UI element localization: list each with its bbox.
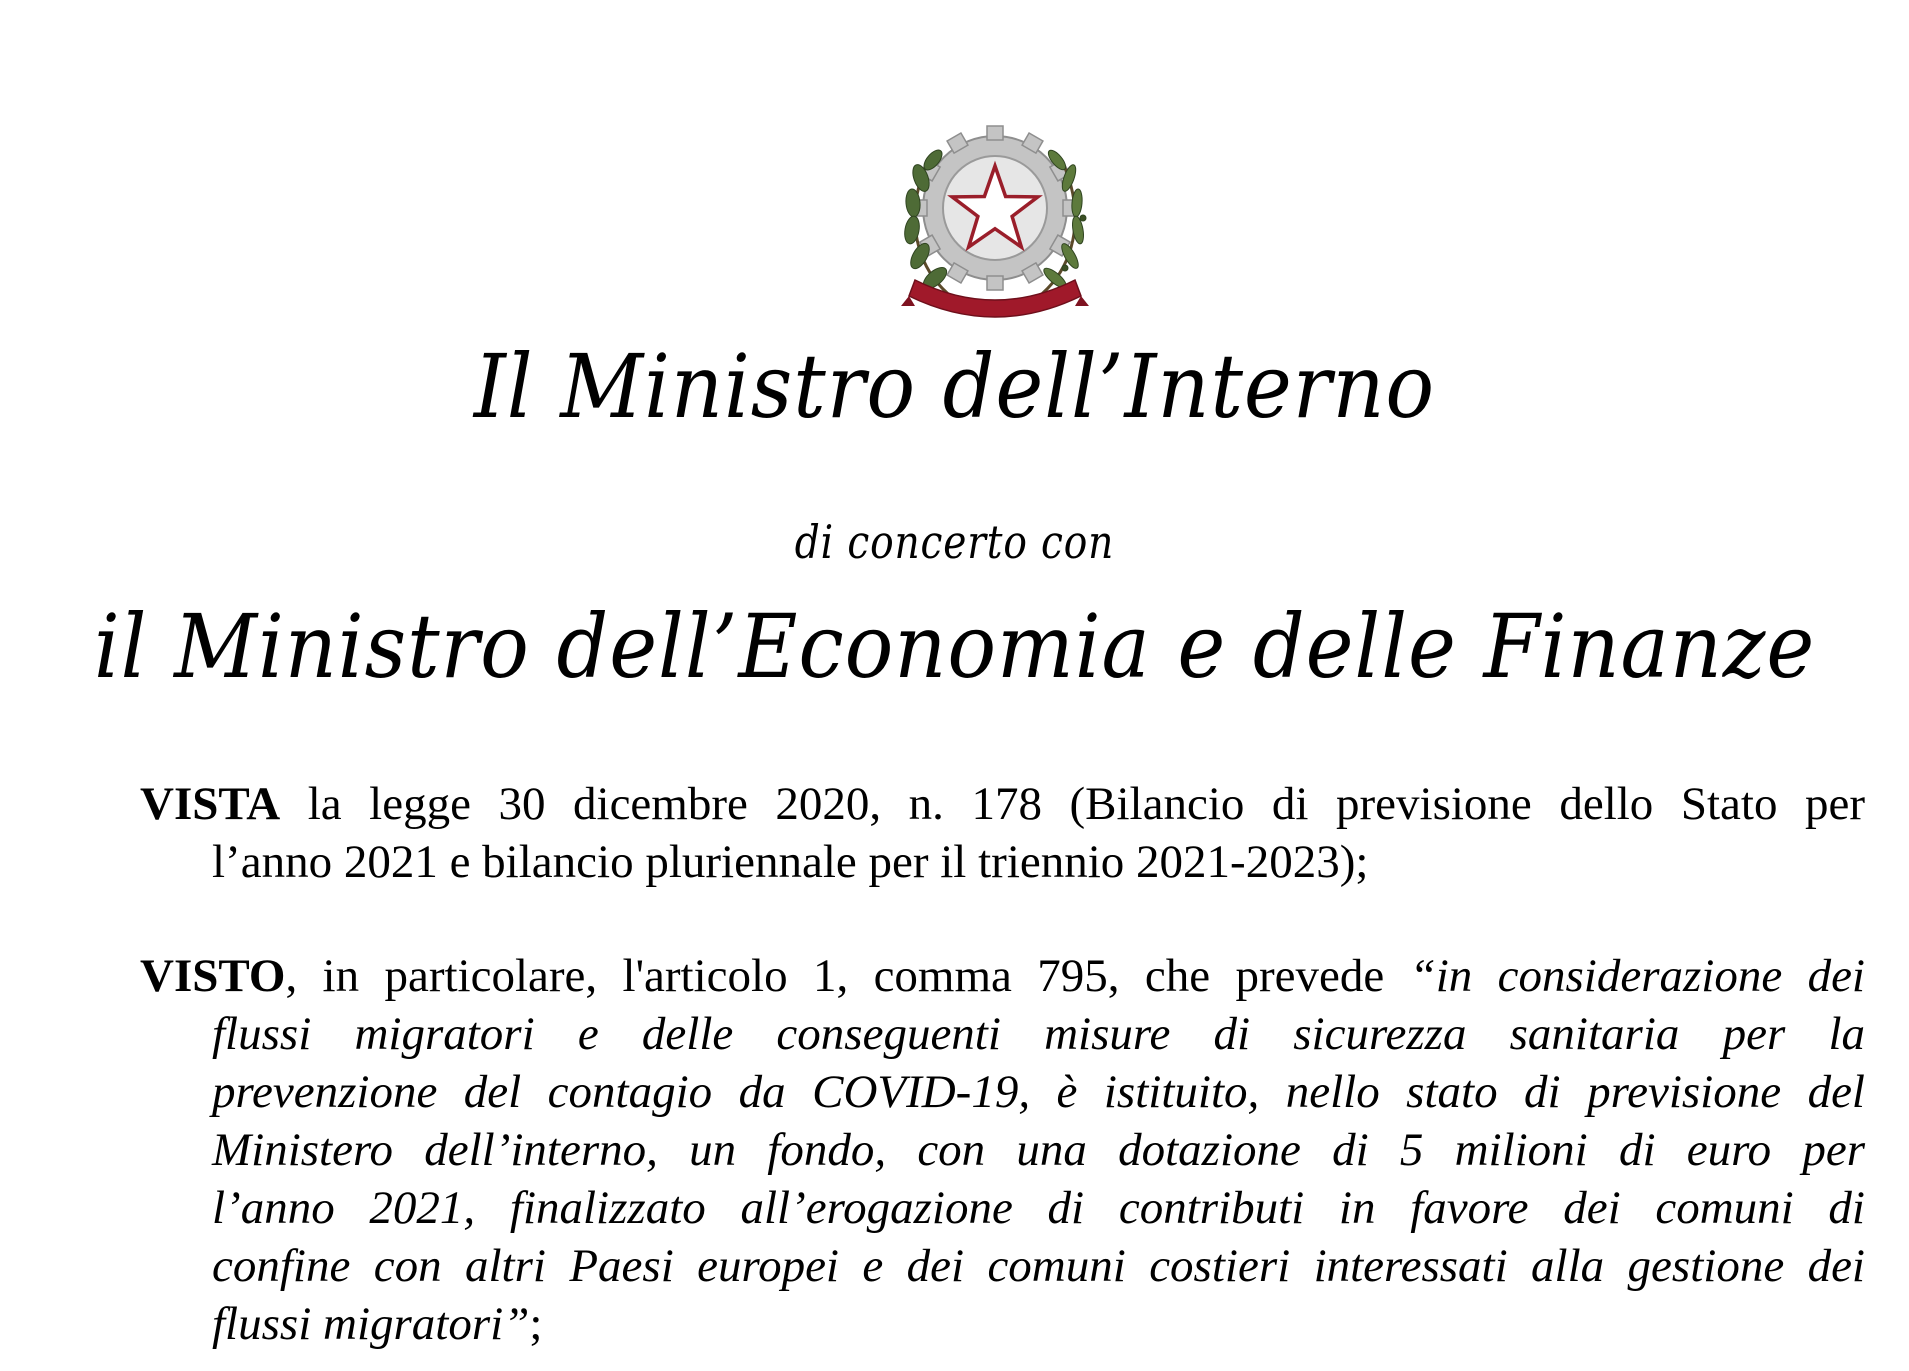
quoted-line-final	[140, 1295, 1865, 1353]
paragraph-text: la legge 30 dicembre 2020, n. 178 (Bilancio di previsione dello Stato per	[280, 778, 1865, 830]
paragraph-keyword: VISTA	[140, 778, 281, 830]
paragraph-visto	[140, 947, 1865, 1353]
quoted-text: “in considerazione dei	[1409, 950, 1865, 1002]
minister-title: Il Ministro dell’Interno	[473, 335, 1436, 438]
second-minister-title: il Ministro dell’Economia e delle Finanze	[93, 595, 1816, 698]
concert-subtitle: di concerto con	[794, 515, 1115, 569]
quoted-line: prevenzione del contagio da COVID-19, è istituito, nello stato di previsione del	[212, 1066, 1865, 1118]
paragraph-line	[140, 775, 1865, 833]
quoted-text: flussi migratori”	[212, 1298, 530, 1350]
paragraph-vista	[140, 775, 1865, 891]
paragraph-text: , in particolare, l'articolo 1, comma 795, che prevede	[285, 950, 1410, 1002]
quoted-line: flussi migratori e delle conseguenti misure di sicurezza sanitaria per la	[212, 1008, 1865, 1060]
quoted-line: Ministero dell’interno, un fondo, con una dotazione di 5 milioni di euro per	[212, 1124, 1865, 1176]
quoted-line: confine con altri Paesi europei e dei comuni costieri interessati alla gestione dei	[212, 1240, 1865, 1292]
repubblica-italiana-emblem-icon	[895, 108, 1095, 328]
paragraph-tail: ;	[529, 1298, 543, 1350]
paragraph-line	[140, 947, 1865, 1005]
quoted-line: l’anno 2021, finalizzato all’erogazione di contributi in favore dei comuni di	[212, 1182, 1865, 1234]
paragraph-keyword: VISTO	[140, 950, 286, 1002]
paragraph-line: l’anno 2021 e bilancio pluriennale per il triennio 2021-2023);	[212, 836, 1369, 888]
